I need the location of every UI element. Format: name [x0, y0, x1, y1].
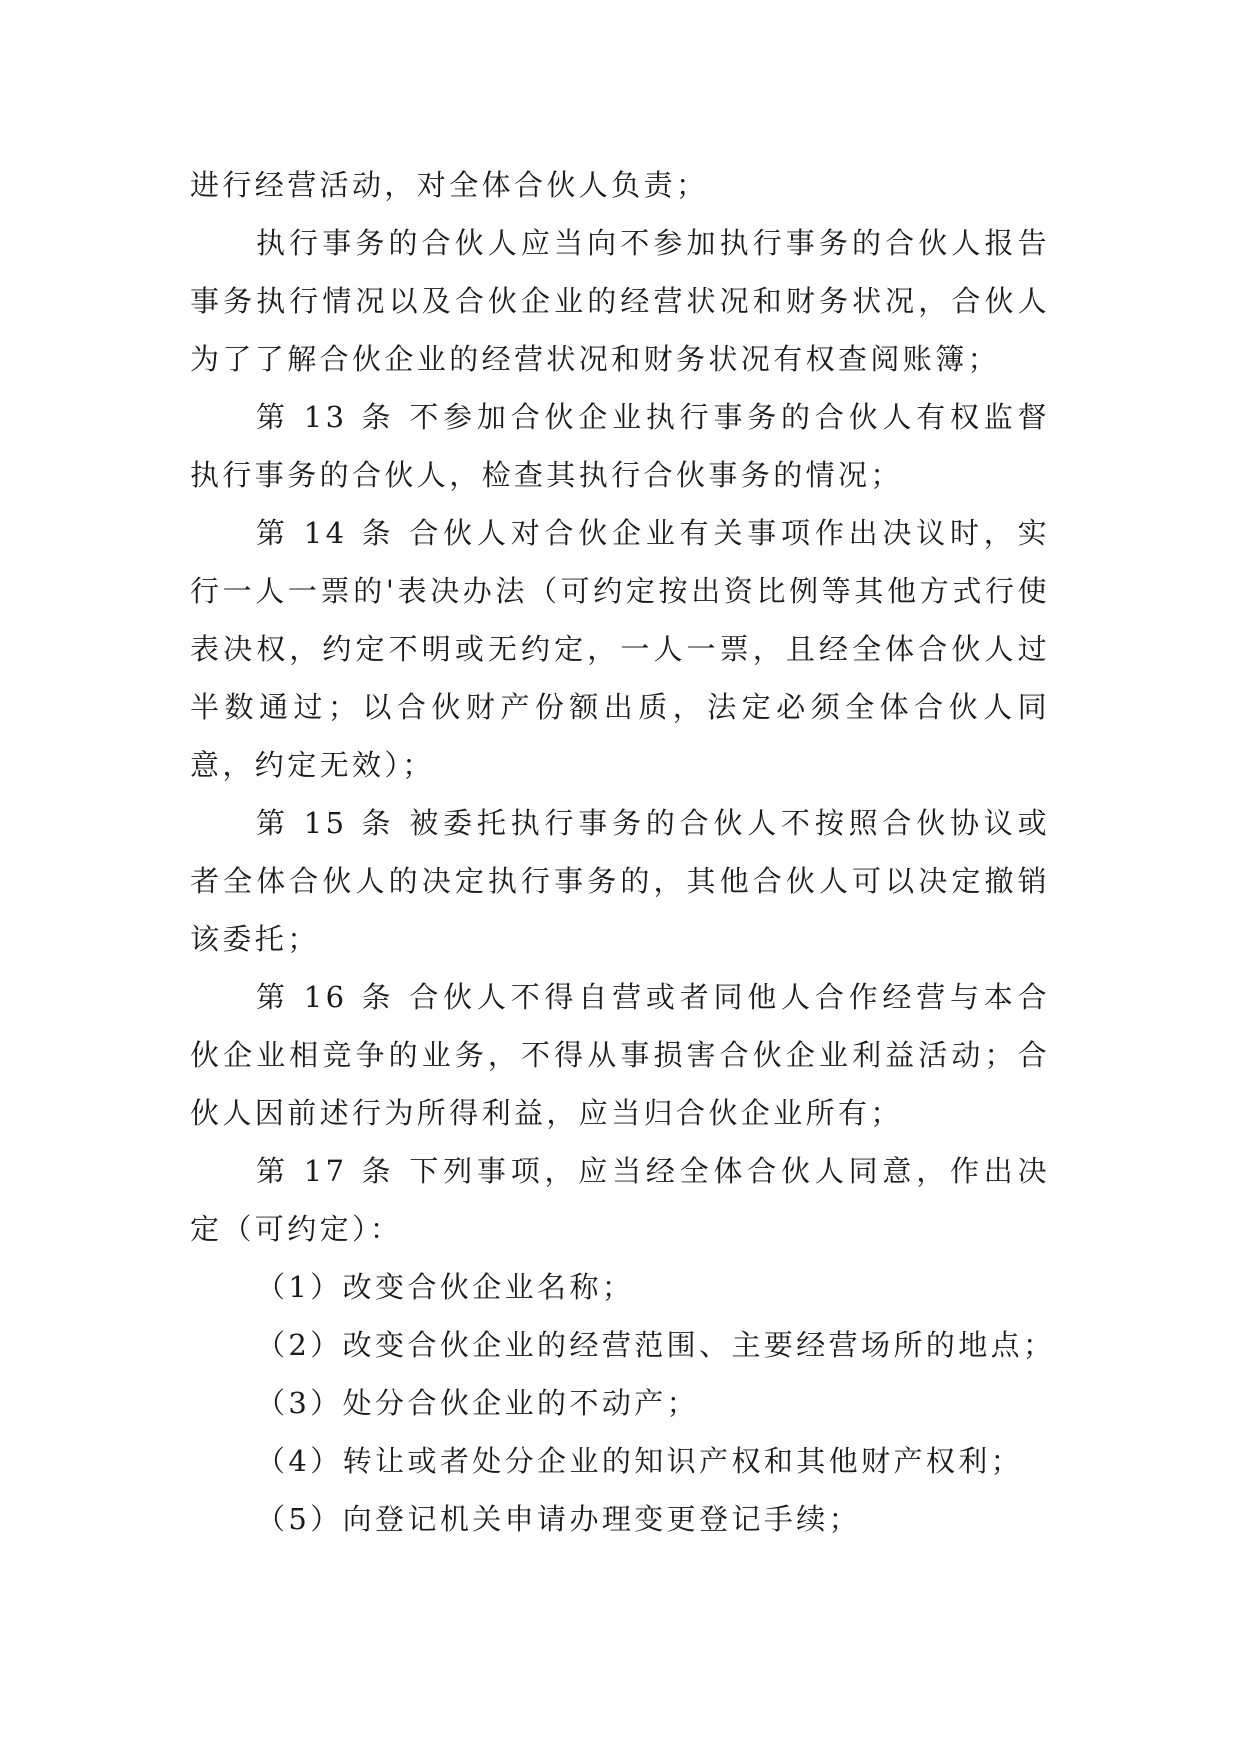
paragraph-report-duty: 执行事务的合伙人应当向不参加执行事务的合伙人报告事务执行情况以及合伙企业的经营状况和财务状况，合伙人为了了解合伙企业的经营状况和财务状况有权查阅账簿； — [190, 226, 1050, 376]
list-item-4: （4）转让或者处分企业的知识产权和其他财产权利； — [256, 1444, 1024, 1478]
paragraph-continuation: 进行经营活动，对全体合伙人负责； — [190, 168, 709, 202]
document-body — [190, 156, 1056, 1548]
list-item-1: （1）改变合伙企业名称； — [256, 1270, 635, 1304]
article-13: 第 13 条 不参加合伙企业执行事务的合伙人有权监督执行事务的合伙人，检查其执行合伙事务的情况； — [190, 400, 1050, 492]
article-15: 第 15 条 被委托执行事务的合伙人不按照合伙协议或者全体合伙人的决定执行事务的，其他合伙人可以决定撤销该委托； — [190, 806, 1050, 956]
list-item-5: （5）向登记机关申请办理变更登记手续； — [256, 1502, 862, 1536]
list-item-3: （3）处分合伙企业的不动产； — [256, 1386, 700, 1420]
article-16: 第 16 条 合伙人不得自营或者同他人合作经营与本合伙企业相竞争的业务，不得从事损害合伙企业利益活动；合伙人因前述行为所得利益，应当归合伙企业所有； — [190, 980, 1050, 1130]
article-14: 第 14 条 合伙人对合伙企业有关事项作出决议时，实行一人一票的'表决办法（可约定按出资比例等其他方式行使表决权，约定不明或无约定，一人一票，且经全体合伙人过半数通过；以合伙财产份额出质，法定必须全体合伙人同意，约定无效）； — [190, 516, 1050, 782]
list-item-2: （2）改变合伙企业的经营范围、主要经营场所的地点； — [256, 1328, 1056, 1362]
article-17: 第 17 条 下列事项，应当经全体合伙人同意，作出决定（可约定）： — [190, 1154, 1050, 1246]
